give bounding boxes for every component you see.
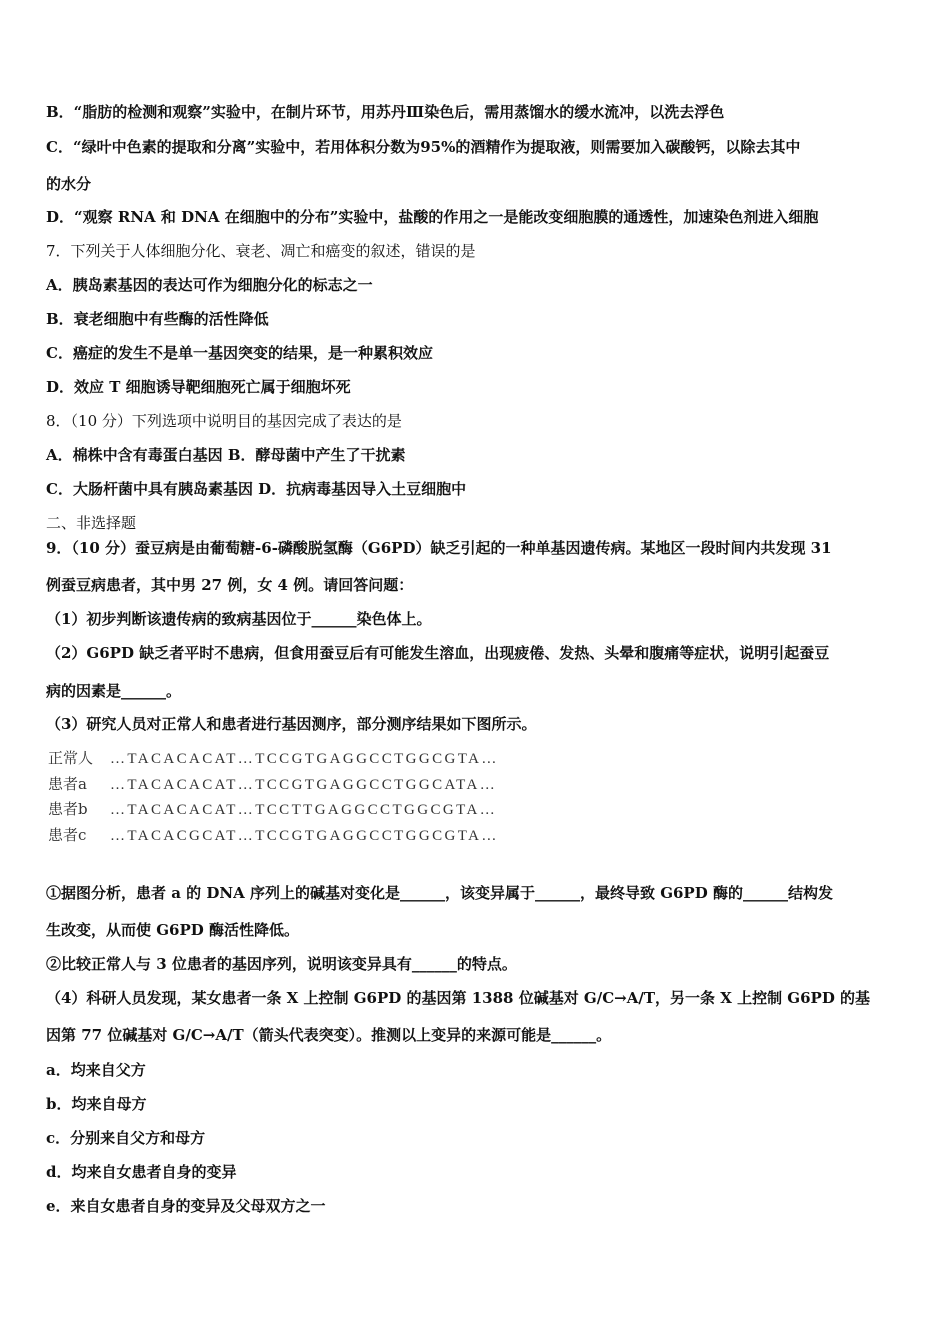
q7-option-b: B．衰老细胞中有些酶的活性降低 (46, 310, 269, 328)
q9-option-d: d．均来自女患者自身的变异 (46, 1163, 237, 1181)
q6-option-c-line2: 的水分 (46, 175, 92, 193)
q9-stem-line2: 例蚕豆病患者，其中男 27 例，女 4 例。请回答问题： (46, 576, 414, 594)
q9-sub1-line1: ①据图分析，患者 a 的 DNA 序列上的碱基对变化是______，该变异属于______，最终导致 G6PD 酶的______结构发 (46, 884, 833, 902)
q9-part3: （3）研究人员对正常人和患者进行基因测序，部分测序结果如下图所示。 (46, 715, 537, 733)
q6-option-b: B．“脂肪的检测和观察”实验中，在制片环节，用苏丹Ⅲ染色后，需用蒸馏水的缓水流冲，以洗去浮色 (46, 103, 725, 121)
q7-option-c: C．癌症的发生不是单一基因突变的结果，是一种累积效应 (46, 344, 433, 362)
sequence-code: …TACACACAT…TCCGTGAGGCCTGGCGTA… (110, 751, 499, 767)
q9-option-e: e．来自女患者自身的变异及父母双方之一 (46, 1197, 326, 1215)
sequence-code: …TACACACAT…TCCGTGAGGCCTGGCATA… (110, 777, 498, 793)
sequence-row (48, 825, 499, 846)
q9-part2-line1: （2）G6PD 缺乏者平时不患病，但食用蚕豆后有可能发生溶血，出现疲倦、发热、头晕和腹痛等症状，说明引起蚕豆 (46, 644, 830, 662)
q8-options-ab: A．棉株中含有毒蛋白基因 B．酵母菌中产生了干扰素 (46, 446, 406, 464)
sequence-row (48, 799, 497, 820)
q9-sub1-line2: 生改变，从而使 G6PD 酶活性降低。 (46, 921, 299, 939)
sequence-label: 正常人 (48, 749, 94, 767)
q9-part1: （1）初步判断该遗传病的致病基因位于______染色体上。 (46, 610, 432, 628)
sequence-label: 患者c (48, 826, 87, 844)
sequence-row (48, 774, 497, 795)
q9-stem-line1: 9．（10 分）蚕豆病是由葡萄糖-6-磷酸脱氢酶（G6PD）缺乏引起的一种单基因遗传病。某地区一段时间内共发现 31 (46, 539, 832, 557)
q7-stem: 7．下列关于人体细胞分化、衰老、凋亡和癌变的叙述，错误的是 (46, 242, 476, 260)
q7-option-d: D．效应 T 细胞诱导靶细胞死亡属于细胞坏死 (46, 378, 351, 396)
q6-option-d: D．“观察 RNA 和 DNA 在细胞中的分布”实验中，盐酸的作用之一是能改变细胞膜的通透性，加速染色剂进入细胞 (46, 208, 819, 226)
q9-sub2: ②比较正常人与 3 位患者的基因序列，说明该变异具有______的特点。 (46, 955, 517, 973)
q9-option-b: b．均来自母方 (46, 1095, 147, 1113)
q9-part4-line2: 因第 77 位碱基对 G/C→A/T（箭头代表突变）。推测以上变异的来源可能是______。 (46, 1026, 612, 1044)
q6-option-c-line1: C．“绿叶中色素的提取和分离”实验中，若用体积分数为95%的酒精作为提取液，则需要加入碳酸钙，以除去其中 (46, 138, 801, 156)
q7-option-a: A．胰岛素基因的表达可作为细胞分化的标志之一 (46, 276, 373, 294)
q9-option-c: c．分别来自父方和母方 (46, 1129, 206, 1147)
q9-part4-line1: （4）科研人员发现，某女患者一条 X 上控制 G6PD 的基因第 1388 位碱基对 G/C→A/T，另一条 X 上控制 G6PD 的基 (46, 989, 871, 1007)
sequence-code: …TACACACAT…TCCTTGAGGCCTGGCGTA… (110, 802, 498, 818)
sequence-code: …TACACGCAT…TCCGTGAGGCCTGGCGTA… (110, 828, 499, 844)
q8-options-cd: C．大肠杆菌中具有胰岛素基因 D．抗病毒基因导入土豆细胞中 (46, 480, 467, 498)
sequence-row (48, 748, 499, 769)
q9-option-a: a．均来自父方 (46, 1061, 146, 1079)
sequence-label: 患者b (48, 800, 88, 818)
q9-part2-line2: 病的因素是______。 (46, 682, 182, 700)
q8-stem: 8．（10 分）下列选项中说明目的基因完成了表达的是 (46, 412, 402, 430)
section-title: 二、非选择题 (46, 514, 137, 532)
sequence-label: 患者a (48, 775, 87, 793)
